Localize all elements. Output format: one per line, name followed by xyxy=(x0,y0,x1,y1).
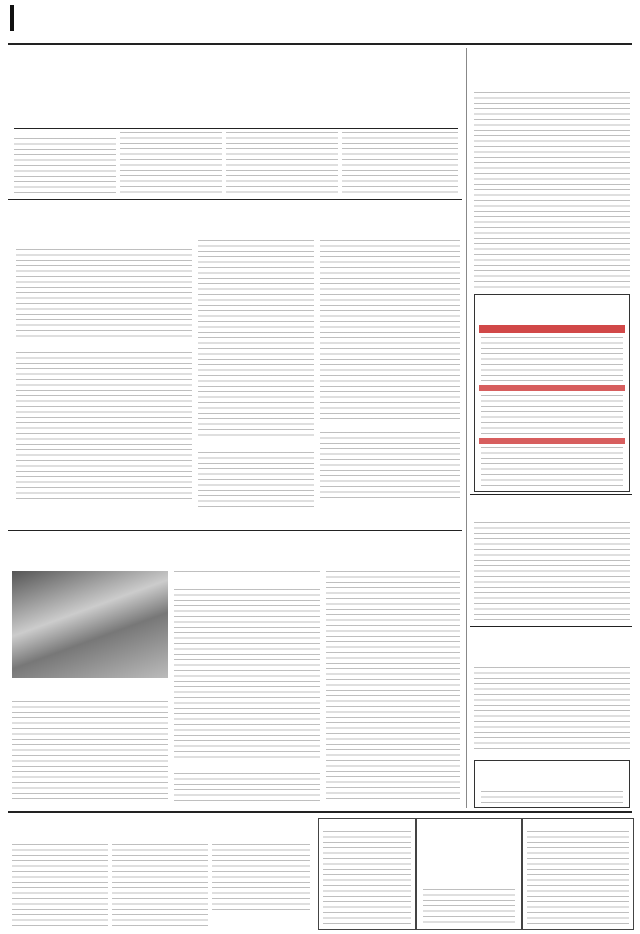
law-ad-body xyxy=(423,889,515,925)
bottom-ad-box xyxy=(474,760,630,808)
seeds-col1-a xyxy=(16,249,192,339)
law-ad[interactable] xyxy=(416,818,522,930)
seeds-article xyxy=(8,202,462,527)
payment-col3 xyxy=(212,844,310,912)
seeds-col3-b xyxy=(320,432,460,502)
lead-sub-rule xyxy=(14,128,458,129)
regulation-banner-bar-3 xyxy=(479,438,625,444)
highway-col2-c xyxy=(174,773,320,803)
payment-article xyxy=(8,814,314,934)
notice-body xyxy=(323,831,411,925)
invest-body xyxy=(474,92,630,290)
right-column-divider xyxy=(466,48,467,808)
mid-rule xyxy=(8,811,632,813)
right-rule-2 xyxy=(470,626,632,627)
highway-col1 xyxy=(12,701,168,803)
notice-box xyxy=(318,818,416,930)
seeds-col2-a xyxy=(198,240,314,440)
highway-col2-b xyxy=(174,589,320,759)
lead-bottom-rule xyxy=(8,199,462,200)
icc-body xyxy=(474,522,630,622)
right-rule-1 xyxy=(470,494,632,495)
lead-article xyxy=(8,48,462,196)
bottom-ad-body xyxy=(481,791,623,805)
header-rule xyxy=(8,43,632,45)
payment-col2 xyxy=(112,844,208,930)
highway-photo xyxy=(12,571,168,678)
highway-article xyxy=(8,533,462,808)
page-number-bar xyxy=(10,5,14,31)
seeds-col1-b xyxy=(16,352,192,502)
regulation-banner-bar-2 xyxy=(479,385,625,391)
page-header xyxy=(0,0,640,40)
seeds-col2-b xyxy=(198,452,314,507)
regulation-body-a xyxy=(481,337,623,382)
navy-body xyxy=(474,667,630,753)
highway-col2-a xyxy=(174,571,320,575)
seeds-col3-a xyxy=(320,240,460,420)
lead-body-col2 xyxy=(120,132,222,194)
seeds-bottom-rule xyxy=(8,530,462,531)
right-column xyxy=(470,48,632,808)
regulation-body-b xyxy=(481,395,623,435)
regulation-banner-bar xyxy=(479,325,625,333)
lead-body-col4 xyxy=(342,132,458,194)
payment-col1 xyxy=(12,844,108,930)
regulation-body-c xyxy=(481,447,623,487)
regulation-notice-box xyxy=(474,294,630,492)
notice-box-2 xyxy=(522,818,634,930)
highway-col3 xyxy=(326,571,460,803)
notice-body-2 xyxy=(527,831,629,925)
lead-body-col1 xyxy=(14,138,116,194)
lead-body-col3 xyxy=(226,132,338,194)
